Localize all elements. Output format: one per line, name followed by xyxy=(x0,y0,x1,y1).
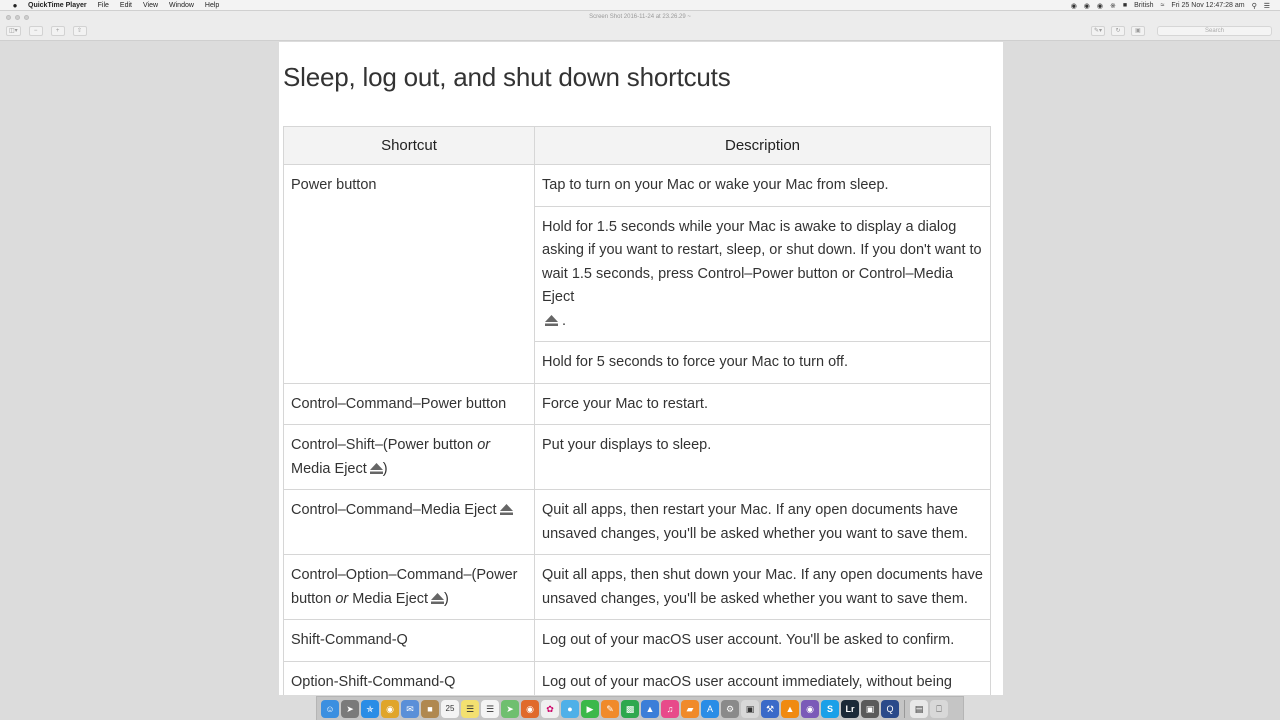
photos-icon[interactable]: ✿ xyxy=(541,700,559,718)
chrome-icon[interactable]: ◉ xyxy=(381,700,399,718)
trash-icon[interactable]: ⎕ xyxy=(930,700,948,718)
shortcut-cell: Shift-Command-Q xyxy=(284,620,535,662)
search-input[interactable]: Search xyxy=(1157,26,1272,36)
window-toolbar xyxy=(0,11,1280,41)
document-page xyxy=(279,42,1003,695)
maps-icon[interactable]: ➤ xyxy=(501,700,519,718)
shortcut-text: Media Eject xyxy=(291,460,367,477)
calendar-icon[interactable]: 25 xyxy=(441,700,459,718)
notification-center-icon[interactable]: ☰ xyxy=(1263,2,1270,10)
description-cell: Force your Mac to restart. xyxy=(535,383,991,425)
shortcut-text: Control–Shift–(Power button xyxy=(291,437,478,453)
shortcut-text: ) xyxy=(444,590,449,607)
dock-separator xyxy=(904,700,905,718)
shortcut-cell xyxy=(284,490,535,555)
keynote-icon[interactable]: ▲ xyxy=(641,700,659,718)
status-icon[interactable]: ◉ xyxy=(1083,2,1090,10)
table-row xyxy=(284,425,991,490)
rotate-button[interactable]: ↻ xyxy=(1111,26,1125,36)
shortcut-or: or xyxy=(477,437,491,453)
input-source-flag-icon[interactable]: ■ xyxy=(1122,2,1128,9)
description-cell: Put your displays to sleep. xyxy=(535,425,991,490)
table-row xyxy=(284,661,991,695)
skype-icon[interactable]: S xyxy=(821,700,839,718)
description-cell: Log out of your macOS user account. You'll be asked to confirm. xyxy=(535,620,991,662)
page-title: Sleep, log out, and shut down shortcuts xyxy=(283,62,731,92)
window-title: Screen Shot 2016-11-24 at 23.26.29 ~ xyxy=(589,14,691,20)
sync-icon[interactable]: ◉ xyxy=(1096,2,1104,10)
shortcut-text: ) xyxy=(382,460,388,477)
ibooks-icon[interactable]: ▰ xyxy=(681,700,699,718)
eject-icon xyxy=(545,315,558,326)
share-button[interactable]: ⇧ xyxy=(73,26,87,36)
wifi-icon[interactable]: ≈ xyxy=(1160,2,1165,9)
documents-stack-icon[interactable]: ▤ xyxy=(910,700,928,718)
description-cell: Log out of your macOS user account immediately, without being xyxy=(535,661,991,695)
table-row xyxy=(284,490,991,555)
description-cell: Quit all apps, then restart your Mac. If any open documents have unsaved changes, you'll be asked whether you want to save them. xyxy=(535,490,991,555)
facetime-icon[interactable]: ▶ xyxy=(581,700,599,718)
shortcut-cell xyxy=(284,555,535,620)
apple-menu-icon[interactable]: ● xyxy=(12,0,18,10)
menu-file[interactable]: File xyxy=(97,1,109,9)
mail-icon[interactable]: ✉ xyxy=(401,700,419,718)
column-header-description: Description xyxy=(535,127,991,165)
system-preferences-icon[interactable]: ⚙ xyxy=(721,700,739,718)
table-row xyxy=(284,620,991,662)
notes-icon[interactable]: ☰ xyxy=(461,700,479,718)
menu-window[interactable]: Window xyxy=(169,1,194,9)
safari-icon[interactable]: ✯ xyxy=(361,700,379,718)
description-cell: Hold for 1.5 seconds while your Mac is awake to display a dialog asking if you want to restart, sleep, or shut down. If you don't want to wait 1.5 seconds, press Control–Power button or Control–Media Eject . xyxy=(535,206,991,342)
numbers-icon[interactable]: ▩ xyxy=(621,700,639,718)
zoom-out-button[interactable]: − xyxy=(29,26,43,36)
menu-app-name[interactable]: QuickTime Player xyxy=(28,1,87,9)
column-header-shortcut: Shortcut xyxy=(284,127,535,165)
app-icon[interactable]: ◉ xyxy=(801,700,819,718)
table-row xyxy=(284,383,991,425)
description-cell: Hold for 5 seconds to force your Mac to turn off. xyxy=(535,342,991,384)
sidebar-toggle-button[interactable]: ◫▾ xyxy=(6,26,21,36)
shortcut-or: or xyxy=(335,590,349,607)
eject-icon xyxy=(500,504,513,515)
toolbox-button[interactable]: ▣ xyxy=(1131,26,1145,36)
menu-view[interactable]: View xyxy=(142,1,159,9)
eject-icon xyxy=(431,593,444,604)
contacts-icon[interactable]: ■ xyxy=(421,700,439,718)
screenshot-app-icon[interactable]: ▣ xyxy=(861,700,879,718)
bluetooth-icon[interactable]: ※ xyxy=(1110,2,1116,10)
vlc-icon[interactable]: ▲ xyxy=(781,700,799,718)
itunes-icon[interactable]: ♫ xyxy=(661,700,679,718)
reminders-icon[interactable]: ☰ xyxy=(481,700,499,718)
shortcut-text: Media Eject xyxy=(348,590,429,607)
quicktime-player-icon[interactable]: Q xyxy=(881,700,899,718)
pages-icon[interactable]: ✎ xyxy=(601,700,619,718)
clock[interactable]: Fri 25 Nov 12:47:28 am xyxy=(1171,2,1245,9)
app-store-icon[interactable]: A xyxy=(701,700,719,718)
finder-icon[interactable]: ☺ xyxy=(321,700,339,718)
shortcut-cell: Option-Shift-Command-Q xyxy=(284,661,535,695)
messages-icon[interactable]: ● xyxy=(561,700,579,718)
xcode-icon[interactable]: ⚒ xyxy=(761,700,779,718)
shortcut-cell: Power button xyxy=(284,165,535,384)
menu-help[interactable]: Help xyxy=(204,1,220,9)
table-row xyxy=(284,165,991,207)
preview-icon[interactable]: ▣ xyxy=(741,700,759,718)
description-cell: Quit all apps, then shut down your Mac. If any open documents have unsaved changes, you'll be asked whether you want to save them. xyxy=(535,555,991,620)
table-row xyxy=(284,555,991,620)
shortcut-cell: Control–Command–Power button xyxy=(284,383,535,425)
shortcuts-table xyxy=(283,126,991,695)
description-cell: Tap to turn on your Mac or wake your Mac from sleep. xyxy=(535,165,991,207)
dock xyxy=(316,696,964,720)
shortcut-text: Control–Command–Media Eject xyxy=(291,502,497,518)
markup-pen-button[interactable]: ✎▾ xyxy=(1091,26,1105,36)
shortcut-cell xyxy=(284,425,535,490)
firefox-icon[interactable]: ◉ xyxy=(521,700,539,718)
table-header-row xyxy=(284,127,991,165)
shortcut-text: Control–Option–Command–(Power button xyxy=(291,567,518,607)
input-source-label[interactable]: British xyxy=(1134,2,1154,9)
lightroom-icon[interactable]: Lr xyxy=(841,700,859,718)
menu-bar xyxy=(0,0,1280,11)
eject-icon xyxy=(370,463,383,474)
description-text: Hold for 1.5 seconds while your Mac is awake to display a dialog asking if you want to restart, sleep, or shut down. If you don't want to wait 1.5 seconds, press Control–Power button or Control–Media Eject xyxy=(542,218,982,305)
launchpad-icon[interactable]: ➤ xyxy=(341,700,359,718)
menu-edit[interactable]: Edit xyxy=(119,1,132,9)
zoom-in-button[interactable]: + xyxy=(51,26,65,36)
spotlight-search-icon[interactable]: ⚲ xyxy=(1251,2,1257,10)
record-icon[interactable]: ◉ xyxy=(1070,2,1077,10)
